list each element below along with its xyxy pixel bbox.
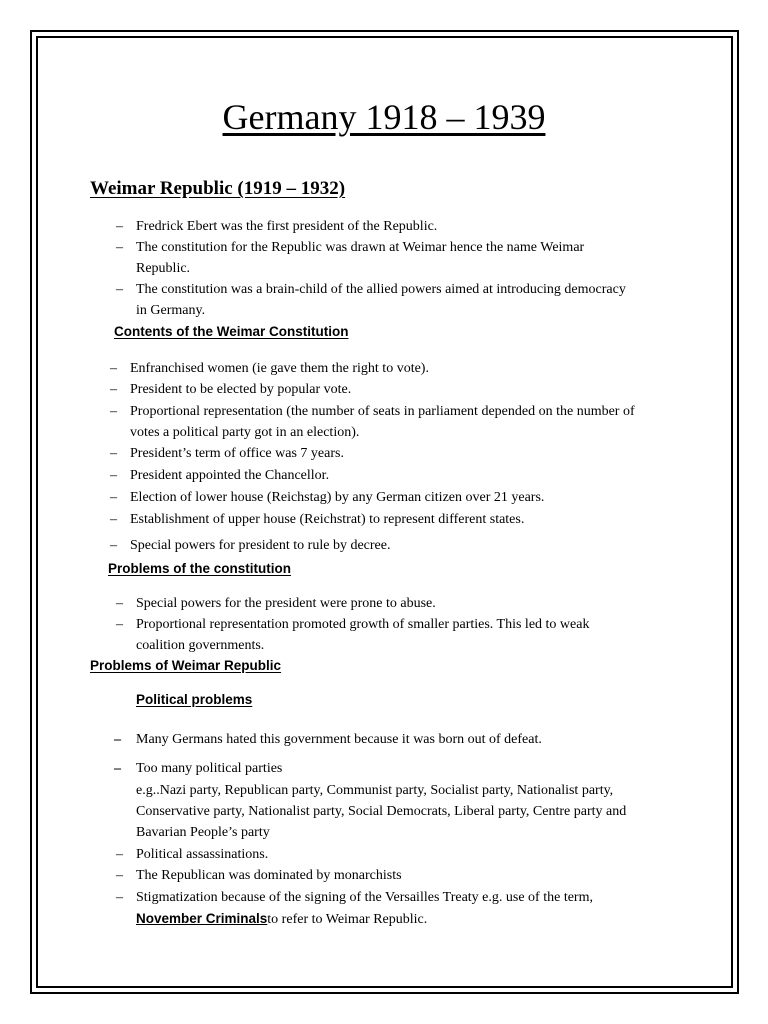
page-title: Germany 1918 – 1939 <box>222 97 546 137</box>
list-item-continuation: votes a political party got in an election). <box>130 425 360 440</box>
list-item: The Republican was dominated by monarchists <box>136 868 402 883</box>
list-item: Proportional representation promoted growth of smaller parties. This led to weak <box>136 617 590 632</box>
subheading-problems-of-constitution: Problems of the constitution <box>108 561 292 576</box>
list-item: Proportional representation (the number of seats in parliament depended on the number of <box>130 404 635 419</box>
list-item: Election of lower house (Reichstag) by any German citizen over 21 years. <box>130 490 545 505</box>
list-item: Political assassinations. <box>136 847 269 862</box>
bullet-dash: – <box>116 240 123 255</box>
bullet-dash: – <box>116 890 123 905</box>
list-item: Establishment of upper house (Reichstrat) to represent different states. <box>130 512 525 527</box>
bullet-dash: – <box>116 596 123 611</box>
list-item: Special powers for president to rule by decree. <box>130 538 391 553</box>
bullet-dash: – <box>116 617 123 632</box>
list-item-continuation-text: to refer to Weimar Republic. <box>267 912 428 927</box>
list-item-continuation: e.g..Nazi party, Republican party, Communist party, Socialist party, Nationalist party, <box>136 783 614 798</box>
bullet-dash: – <box>110 361 117 376</box>
list-item: The constitution was a brain-child of the allied powers aimed at introducing democracy <box>136 282 626 297</box>
bullet-dash: – <box>110 468 117 483</box>
bullet-dash: – <box>110 404 117 419</box>
list-item-continuation <box>136 911 427 928</box>
list-item: The constitution for the Republic was drawn at Weimar hence the name Weimar <box>136 240 585 255</box>
bullet-dash: – <box>116 219 123 234</box>
subheading-problems-of-weimar-republic: Problems of Weimar Republic <box>90 658 282 673</box>
subheading-political-problems: Political problems <box>136 692 253 707</box>
list-item-continuation: Conservative party, Nationalist party, Social Democrats, Liberal party, Centre party and <box>136 804 627 819</box>
bullet-dash: – <box>116 847 123 862</box>
list-item-continuation: Republic. <box>136 261 191 276</box>
list-item: Fredrick Ebert was the first president of the Republic. <box>136 219 438 234</box>
bullet-dash: – <box>110 382 117 397</box>
list-item: Enfranchised women (ie gave them the right to vote). <box>130 361 429 376</box>
list-item-continuation: in Germany. <box>136 303 206 318</box>
list-item-continuation: Bavarian People’s party <box>136 825 270 840</box>
list-item: Too many political parties <box>136 761 283 776</box>
bullet-dash: – <box>114 761 121 776</box>
list-item: President to be elected by popular vote. <box>130 382 352 397</box>
list-item: Many Germans hated this government because it was born out of defeat. <box>136 732 542 747</box>
list-item-continuation: coalition governments. <box>136 638 265 653</box>
bullet-dash: – <box>116 282 123 297</box>
subheading-contents-weimar-constitution: Contents of the Weimar Constitution <box>114 324 349 339</box>
list-item: President appointed the Chancellor. <box>130 468 330 483</box>
list-item: President’s term of office was 7 years. <box>130 446 344 461</box>
section-heading-weimar-republic: Weimar Republic (1919 – 1932) <box>90 178 346 199</box>
bullet-dash: – <box>114 732 121 747</box>
bullet-dash: – <box>110 446 117 461</box>
term-november-criminals: November Criminals <box>136 911 268 926</box>
list-item: Stigmatization because of the signing of the Versailles Treaty e.g. use of the term, <box>136 890 593 905</box>
bullet-dash: – <box>116 868 123 883</box>
list-item: Special powers for the president were prone to abuse. <box>136 596 436 611</box>
bullet-dash: – <box>110 512 117 527</box>
bullet-dash: – <box>110 490 117 505</box>
bullet-dash: – <box>110 538 117 553</box>
